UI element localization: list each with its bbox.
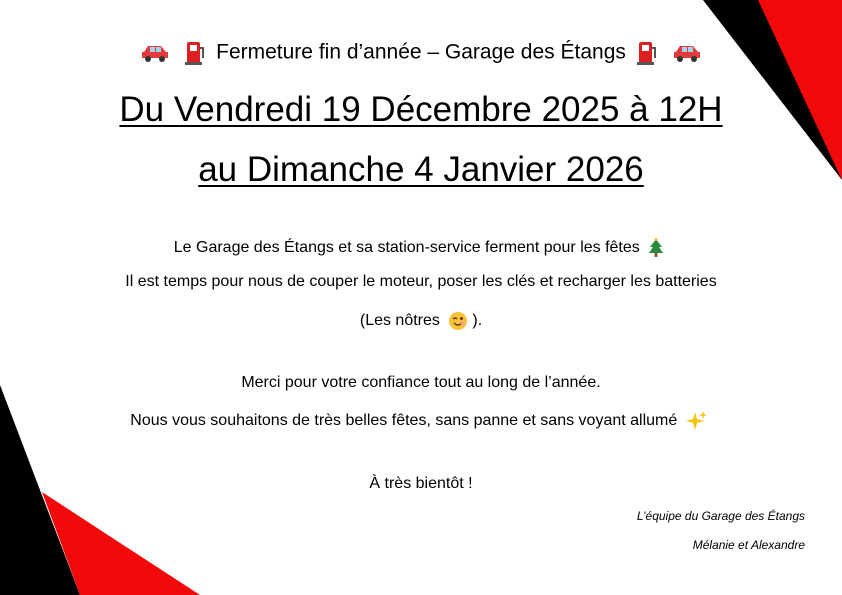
wink-face-icon bbox=[448, 311, 468, 331]
date-range-start: Du Vendredi 19 Décembre 2025 à 12H bbox=[119, 90, 723, 129]
wishes-message: Nous vous souhaitons de très belles fêtes, sans panne et sans voyant allumé bbox=[0, 410, 842, 432]
signature-names: Mélanie et Alexandre bbox=[692, 538, 805, 552]
rest-message: Il est temps pour nous de couper le moteur, poser les clés et recharger les batteries bbox=[125, 273, 717, 290]
page-title: Fermeture fin d’année – Garage des Étangs bbox=[216, 40, 626, 64]
closing-greeting: À très bientôt ! bbox=[369, 475, 473, 492]
thanks-message: Merci pour votre confiance tout au long de l’année. bbox=[241, 374, 601, 391]
signature-team: L’équipe du Garage des Étangs bbox=[636, 509, 805, 523]
car-icon bbox=[672, 43, 702, 63]
date-range-end: au Dimanche 4 Janvier 2026 bbox=[198, 150, 644, 189]
closure-announcement: Le Garage des Étangs et sa station-service ferment pour les fêtes bbox=[0, 238, 842, 258]
fuel-pump-icon bbox=[184, 40, 206, 66]
car-icon bbox=[140, 43, 170, 63]
christmas-tree-icon bbox=[648, 238, 664, 258]
sparkles-icon bbox=[686, 410, 708, 432]
title-line bbox=[0, 40, 842, 66]
aside-note: (Les nôtres ). bbox=[359, 312, 483, 330]
fuel-pump-icon bbox=[636, 40, 658, 66]
